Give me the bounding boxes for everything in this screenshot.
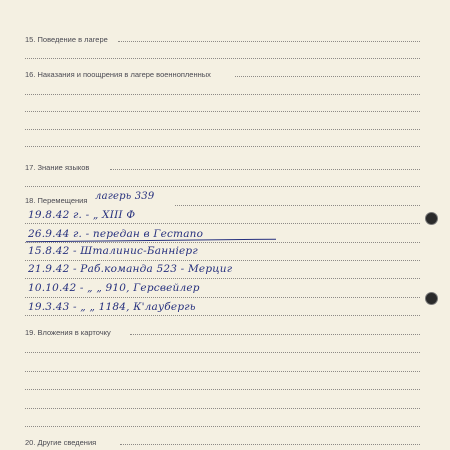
field-line	[25, 242, 420, 243]
field-line	[118, 41, 420, 42]
field-line	[25, 94, 420, 95]
field-line	[25, 389, 420, 390]
field-line	[25, 111, 420, 112]
field-line	[25, 426, 420, 427]
section-20-label: 20. Другие сведения	[25, 438, 97, 447]
field-line	[25, 129, 420, 130]
transfer-header-note: лагерь 339	[95, 191, 155, 202]
field-line	[130, 334, 420, 335]
field-line	[25, 297, 420, 298]
transfer-entry: 19.8.42 г. - „ XIII Ф	[28, 209, 136, 221]
transfer-entry: 21.9.42 - Раб.команда 523 - Мерциг	[28, 263, 233, 275]
field-line	[25, 371, 420, 372]
section-15-label: 15. Поведение в лагере	[25, 35, 108, 44]
section-18-label: 18. Перемещения	[25, 196, 88, 205]
field-line	[25, 223, 420, 224]
punch-hole	[425, 212, 438, 225]
field-line	[25, 352, 420, 353]
field-line	[25, 260, 420, 261]
transfer-entry: 10.10.42 - „ „ 910, Герсвейлер	[28, 282, 200, 294]
field-line	[25, 58, 420, 59]
section-16-label: 16. Наказания и поощрения в лагере военнопленных	[25, 70, 211, 79]
punch-hole	[425, 292, 438, 305]
field-line	[120, 444, 420, 445]
transfer-entry: 15.8.42 - Шталинис-Баннiерг	[28, 245, 198, 257]
field-line	[25, 278, 420, 279]
field-line	[25, 315, 420, 316]
field-line	[175, 205, 420, 206]
field-line	[25, 146, 420, 147]
field-line	[25, 186, 420, 187]
field-line	[235, 76, 420, 77]
transfer-entry: 19.3.43 - „ „ 1184, К'лаубергь	[28, 301, 196, 313]
section-19-label: 19. Вложения в карточку	[25, 328, 111, 337]
field-line	[110, 169, 420, 170]
section-17-label: 17. Знание языков	[25, 163, 90, 172]
field-line	[25, 408, 420, 409]
transfer-entry: 26.9.44 г. - передан в Гестапо	[28, 228, 204, 240]
